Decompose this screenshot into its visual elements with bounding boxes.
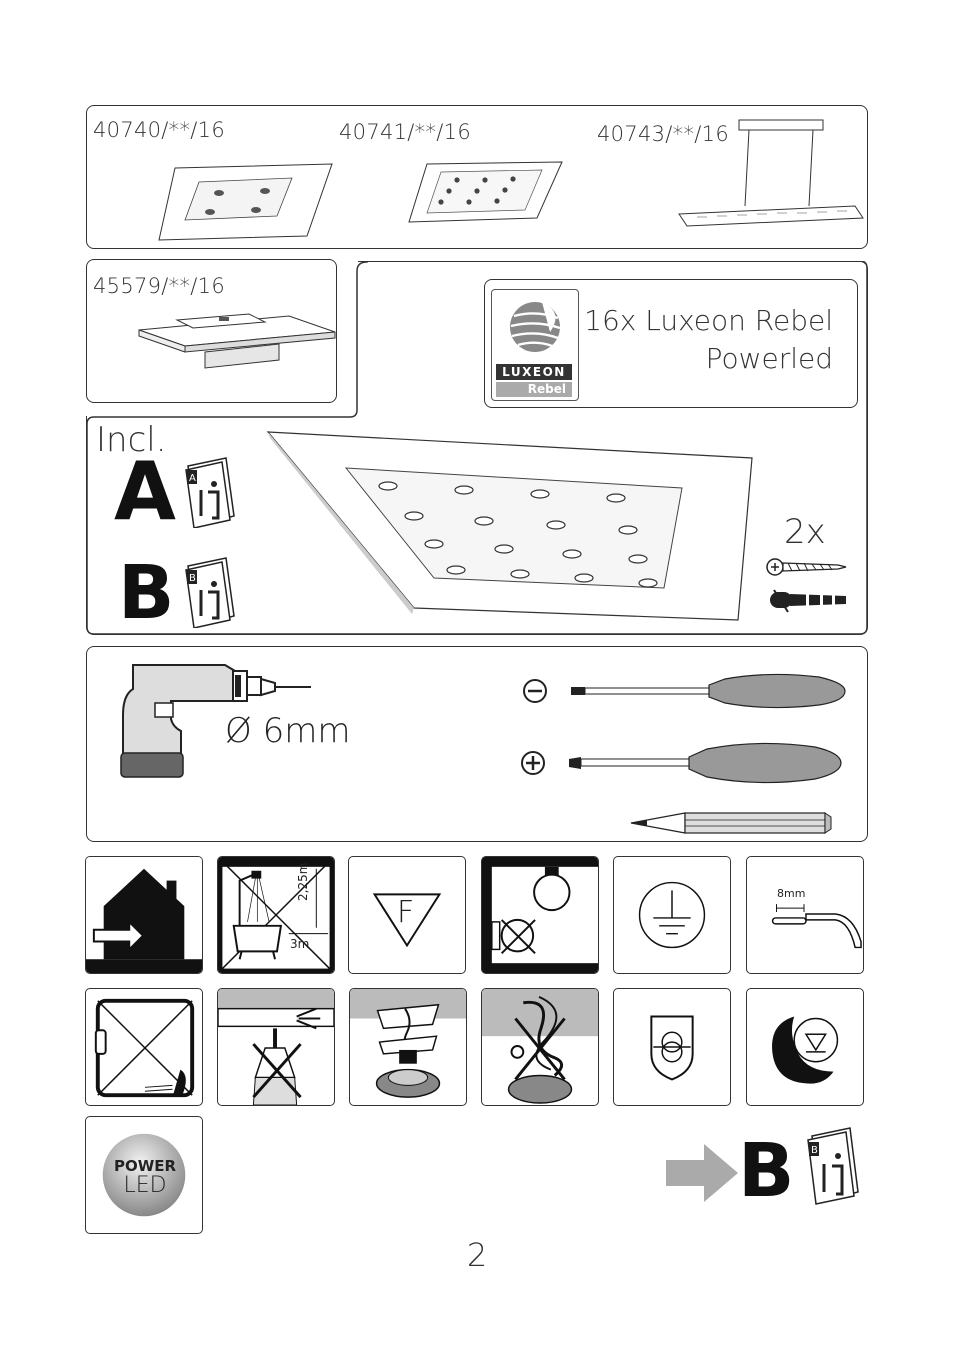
cable-contact-icon (218, 989, 334, 1105)
safety-transformer-tile (613, 988, 731, 1106)
mounting-bracket-tile (349, 988, 467, 1106)
phillips-screwdriver-icon (519, 741, 849, 791)
power-led-bottom: LED (123, 1173, 167, 1198)
strip-wire-tile (746, 856, 864, 974)
drill-size-label: Ø 6mm (225, 711, 351, 751)
no-damaged-wire-tile (481, 988, 599, 1106)
manual-b-letter: B (118, 550, 175, 636)
variants-panel (86, 105, 868, 249)
manual-b-book-icon (184, 556, 240, 628)
indoor-use-tile (85, 856, 203, 974)
included-label: Incl. (96, 420, 167, 460)
f-mark-label: F (397, 895, 415, 930)
no-plug-tile (85, 988, 203, 1106)
bath-height-label: 2,25m (296, 862, 310, 901)
manual-a-letter: A (114, 445, 176, 538)
wall-plug-icon (766, 586, 850, 614)
strip-length-label: 8mm (777, 887, 806, 900)
manual-b-book-footer-icon (806, 1126, 862, 1206)
power-led-tile (85, 1116, 203, 1234)
luxeon-badge-box (484, 279, 858, 408)
luxeon-line2: Powerled (705, 342, 833, 375)
svg-text:B: B (811, 1145, 818, 1156)
ceiling-lamp-illustration (266, 428, 756, 624)
arrow-right-icon (666, 1144, 738, 1202)
dimmer-incompatible-tile (746, 988, 864, 1106)
no-wire-contact-tile (217, 988, 335, 1106)
no-plug-icon (86, 989, 202, 1105)
model-40741: 40741/**/16 (339, 120, 471, 144)
ground-earth-icon (614, 857, 730, 973)
f-mark-tile (348, 856, 466, 974)
lamp-40741-illustration (407, 158, 567, 228)
tools-panel (86, 646, 868, 842)
model-40740: 40740/**/16 (93, 118, 225, 142)
screws-count: 2x (784, 512, 826, 552)
luxeon-globe-icon (506, 296, 564, 358)
dimmer-icon (747, 989, 863, 1105)
bathroom-zone-tile (217, 856, 335, 974)
damaged-wire-icon (482, 989, 598, 1105)
bulb-no-wall-tile (481, 856, 599, 974)
model-45579: 45579/**/16 (93, 274, 225, 298)
svg-text:B: B (189, 573, 196, 584)
mounting-bracket-icon (350, 989, 466, 1105)
luxeon-wordmark: LUXEON (496, 364, 572, 380)
house-indoor-icon (86, 857, 202, 973)
power-led-top: POWER (113, 1157, 177, 1175)
lamp-40740-illustration (157, 158, 337, 243)
pencil-icon (629, 809, 833, 837)
screw-icon (766, 556, 848, 578)
wire-strip-icon (747, 857, 863, 973)
luxeon-rebel-word: Rebel (496, 382, 572, 397)
bathroom-zone-icon (218, 857, 334, 973)
bath-distance-label: 3m (290, 937, 310, 951)
luxeon-line1: 16x Luxeon Rebel (584, 304, 833, 337)
safety-transformer-icon (614, 989, 730, 1105)
manual-a-book-icon (184, 456, 240, 528)
goto-manual-b-letter: B (738, 1128, 795, 1214)
luxeon-logo (491, 289, 579, 401)
bulb-restriction-icon (482, 857, 598, 973)
flat-screwdriver-icon (519, 671, 849, 719)
model-40743: 40743/**/16 (597, 122, 729, 146)
page-number: 2 (466, 1236, 488, 1274)
svg-text:A: A (189, 473, 196, 484)
lamp-40743-illustration (677, 116, 867, 236)
earth-tile (613, 856, 731, 974)
